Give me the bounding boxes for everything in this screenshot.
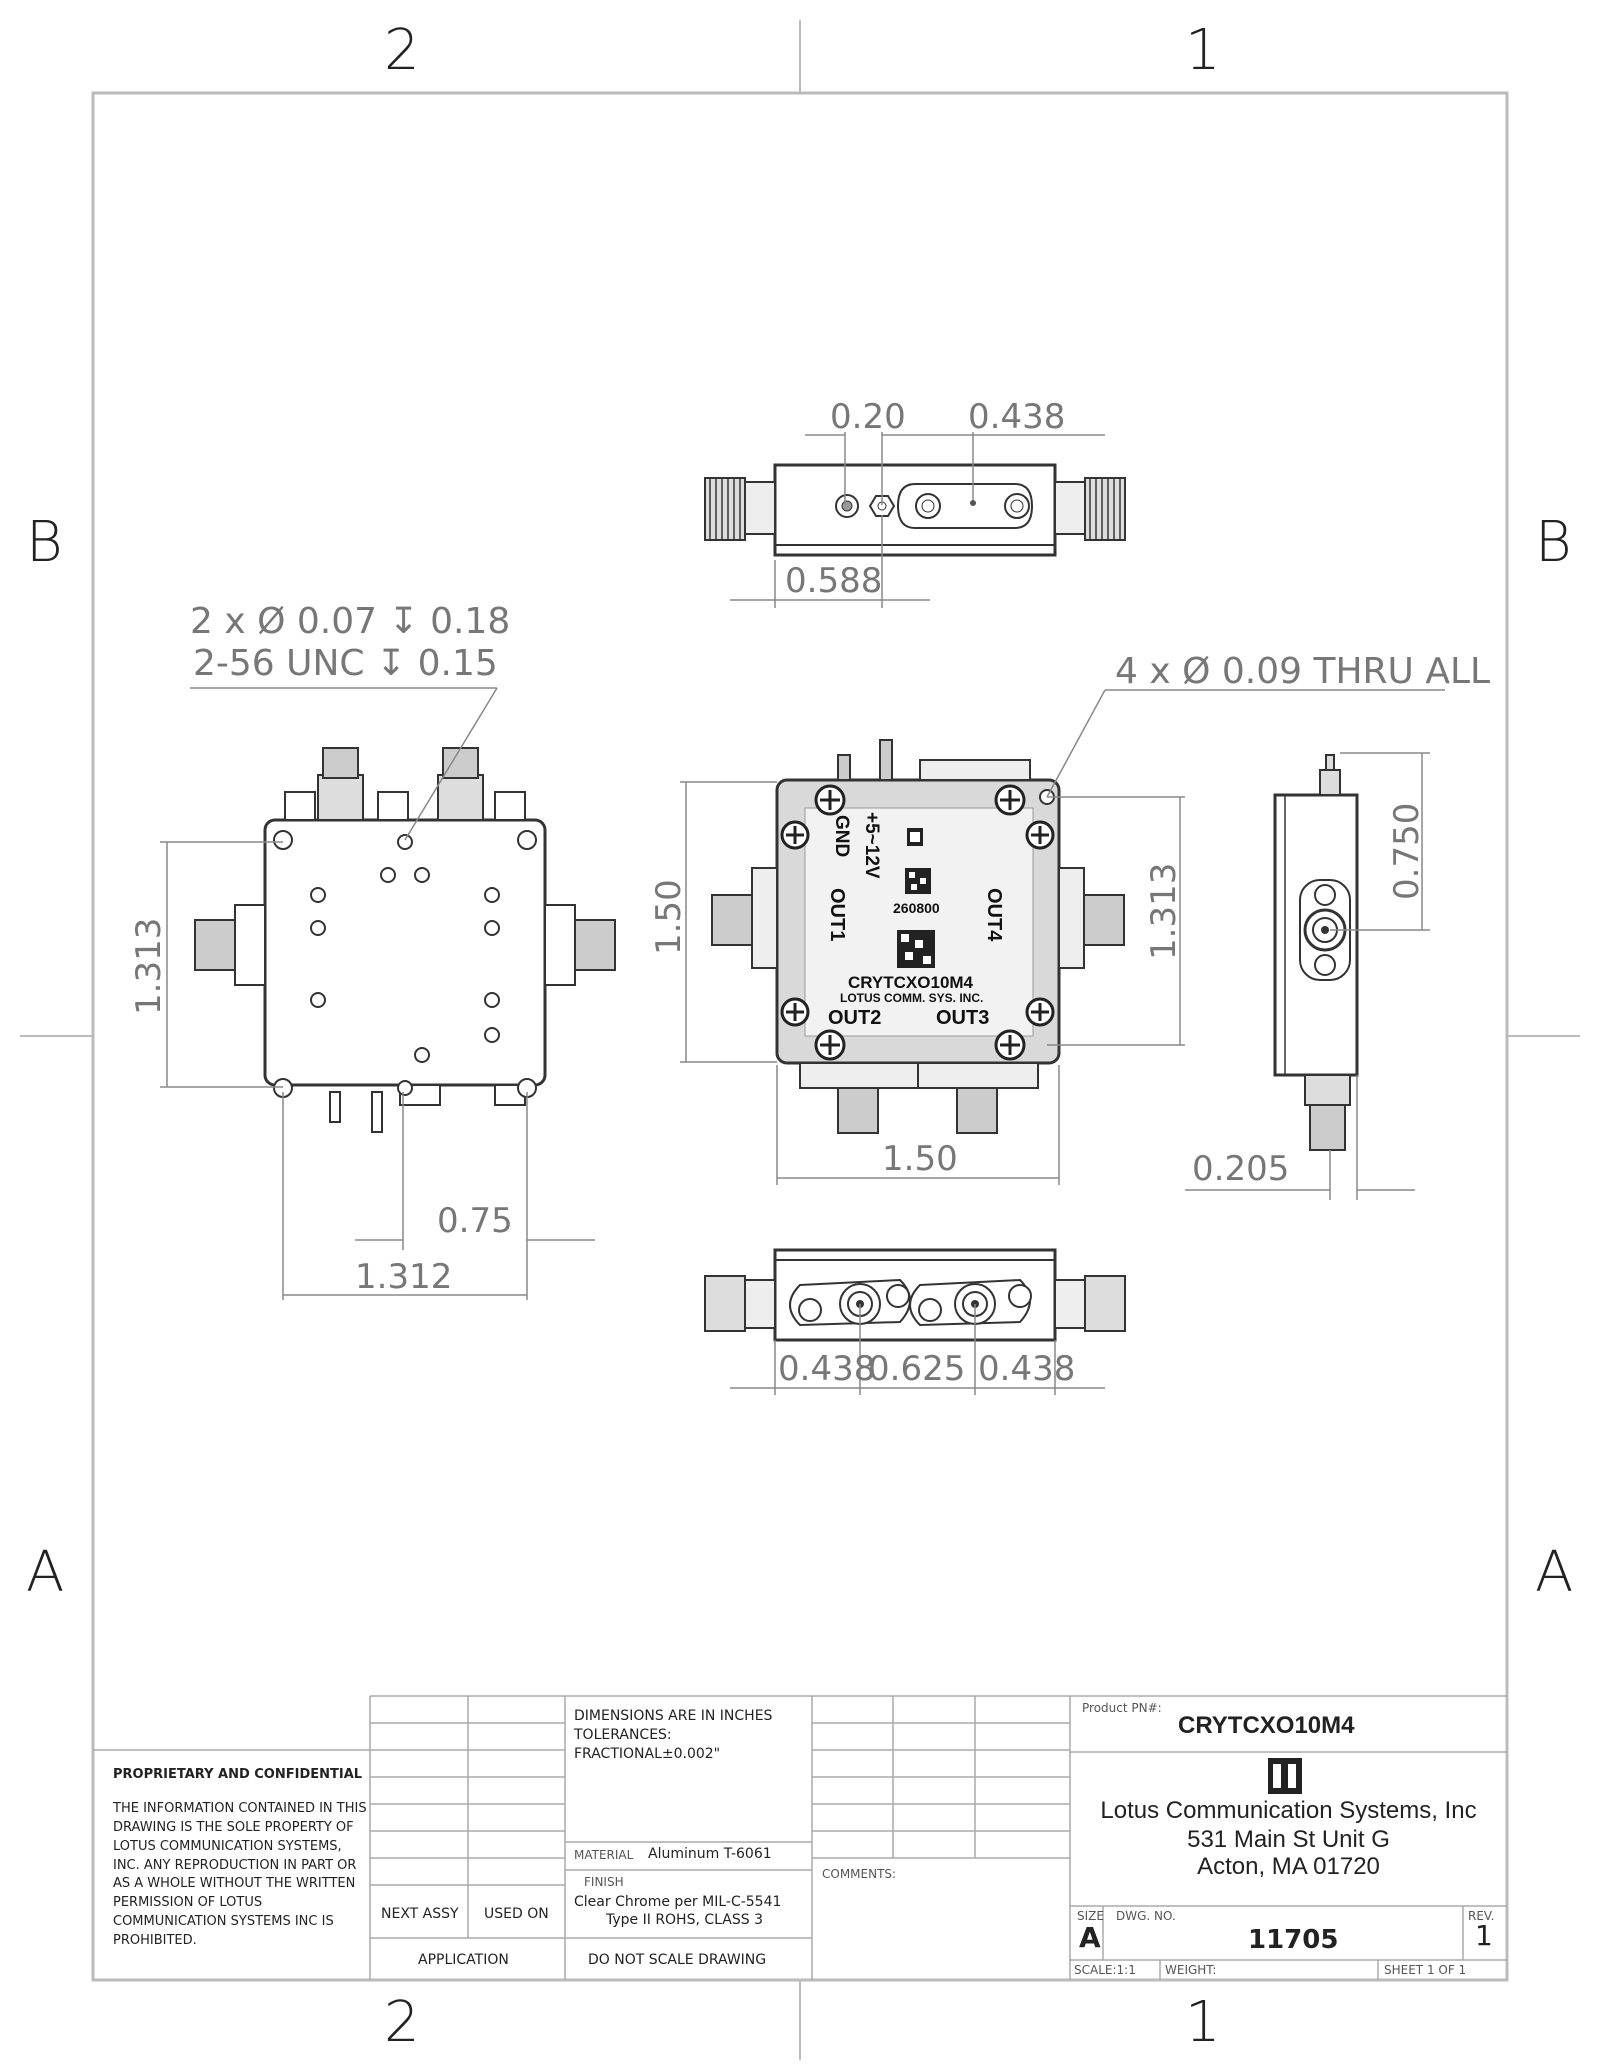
dim-left-1312: 1.312 xyxy=(355,1257,453,1297)
company-address-1: 531 Main St Unit G xyxy=(1187,1826,1390,1853)
size-value: A xyxy=(1079,1921,1101,1954)
dims-note-2: TOLERANCES: xyxy=(574,1727,672,1743)
proprietary-heading: PROPRIETARY AND CONFIDENTIAL xyxy=(113,1767,363,1782)
dwg-no-label: DWG. NO. xyxy=(1116,1909,1176,1923)
label-out1: OUT1 xyxy=(826,888,848,942)
next-assy-label: NEXT ASSY xyxy=(381,1906,459,1922)
size-label: SIZE xyxy=(1077,1909,1104,1923)
right-view xyxy=(1185,753,1430,1200)
do-not-scale: DO NOT SCALE DRAWING xyxy=(588,1952,767,1968)
dim-bottom-0438-b: 0.438 xyxy=(978,1349,1076,1389)
scale-label: SCALE:1:1 xyxy=(1074,1963,1136,1977)
zone-top-2: 2 xyxy=(384,18,420,83)
application-label: APPLICATION xyxy=(418,1952,509,1968)
zone-right-A: A xyxy=(1535,1540,1574,1605)
label-out4: OUT4 xyxy=(983,888,1005,942)
zone-bottom-1: 1 xyxy=(1185,1990,1221,2055)
comments-label: COMMENTS: xyxy=(822,1867,897,1881)
zone-right-B: B xyxy=(1535,510,1572,575)
material-value: Aluminum T-6061 xyxy=(648,1846,772,1862)
center-view xyxy=(649,651,1490,1185)
label-vin: +5~12V xyxy=(861,812,882,879)
zone-bottom-2: 2 xyxy=(384,1990,420,2055)
dims-note-3: FRACTIONAL±0.002" xyxy=(574,1746,721,1762)
dim-center-150-v: 1.50 xyxy=(649,879,689,955)
dim-left-1313: 1.313 xyxy=(129,917,169,1015)
bottom-view xyxy=(705,1250,1125,1395)
label-maker: LOTUS COMM. SYS. INC. xyxy=(840,991,984,1005)
dim-right-0205: 0.205 xyxy=(1192,1149,1290,1189)
company-name: Lotus Communication Systems, Inc xyxy=(1100,1797,1477,1824)
company-logo xyxy=(1268,1758,1302,1794)
dim-right-0750: 0.750 xyxy=(1387,802,1427,900)
dim-top-020: 0.20 xyxy=(830,397,906,437)
dim-hole-note-1: 2 x Ø 0.07 ↧ 0.18 xyxy=(190,601,511,642)
company-address-2: Acton, MA 01720 xyxy=(1197,1853,1380,1880)
dim-center-1313: 1.313 xyxy=(1144,862,1184,960)
finish-value-1: Clear Chrome per MIL-C-5541 xyxy=(574,1894,782,1910)
label-out3: OUT3 xyxy=(936,1007,990,1029)
product-pn-label: Product PN#: xyxy=(1082,1701,1162,1715)
label-gnd: GND xyxy=(831,815,852,858)
left-view xyxy=(129,601,615,1300)
zone-left-B: B xyxy=(26,510,63,575)
label-out2: OUT2 xyxy=(828,1007,882,1029)
sheet-label: SHEET 1 OF 1 xyxy=(1384,1963,1467,1977)
dim-thru-note: 4 x Ø 0.09 THRU ALL xyxy=(1115,651,1491,692)
zone-top-1: 1 xyxy=(1185,18,1221,83)
label-serial: 260800 xyxy=(893,900,940,916)
used-on-label: USED ON xyxy=(484,1906,549,1922)
dwg-no: 11705 xyxy=(1248,1925,1339,1955)
top-view xyxy=(705,397,1125,608)
zone-left-A: A xyxy=(26,1540,65,1605)
dim-hole-note-2: 2-56 UNC ↧ 0.15 xyxy=(193,643,498,684)
proprietary-text: THE INFORMATION CONTAINED IN THIS DRAWING IS THE SOLE PROPERTY OF LOTUS COMMUNICATION SYSTEMS, INC. ANY REPRODUCTION IN PART OR AS A WHOLE WITHOUT THE WRITTEN PERMISSION OF LOTUS COMMUNICATION SYSTEMS INC IS PROHIBITED. xyxy=(113,1801,367,1948)
dim-bottom-0625: 0.625 xyxy=(868,1349,966,1389)
finish-value-2: Type II ROHS, CLASS 3 xyxy=(606,1912,763,1928)
dim-bottom-0438-a: 0.438 xyxy=(778,1349,876,1389)
dim-top-0438: 0.438 xyxy=(968,397,1066,437)
label-model: CRYTCXO10M4 xyxy=(848,973,974,992)
material-label: MATERIAL xyxy=(574,1848,634,1862)
finish-label: FINISH xyxy=(584,1875,624,1889)
weight-label: WEIGHT: xyxy=(1165,1963,1217,1977)
dim-center-150-h: 1.50 xyxy=(882,1139,958,1179)
product-pn: CRYTCXO10M4 xyxy=(1178,1712,1355,1739)
dim-left-075: 0.75 xyxy=(437,1201,513,1241)
dims-note-1: DIMENSIONS ARE IN INCHES xyxy=(574,1708,773,1724)
dim-top-0588: 0.588 xyxy=(785,561,883,601)
rev-label: REV. xyxy=(1468,1909,1495,1923)
rev-value: 1 xyxy=(1475,1919,1493,1952)
